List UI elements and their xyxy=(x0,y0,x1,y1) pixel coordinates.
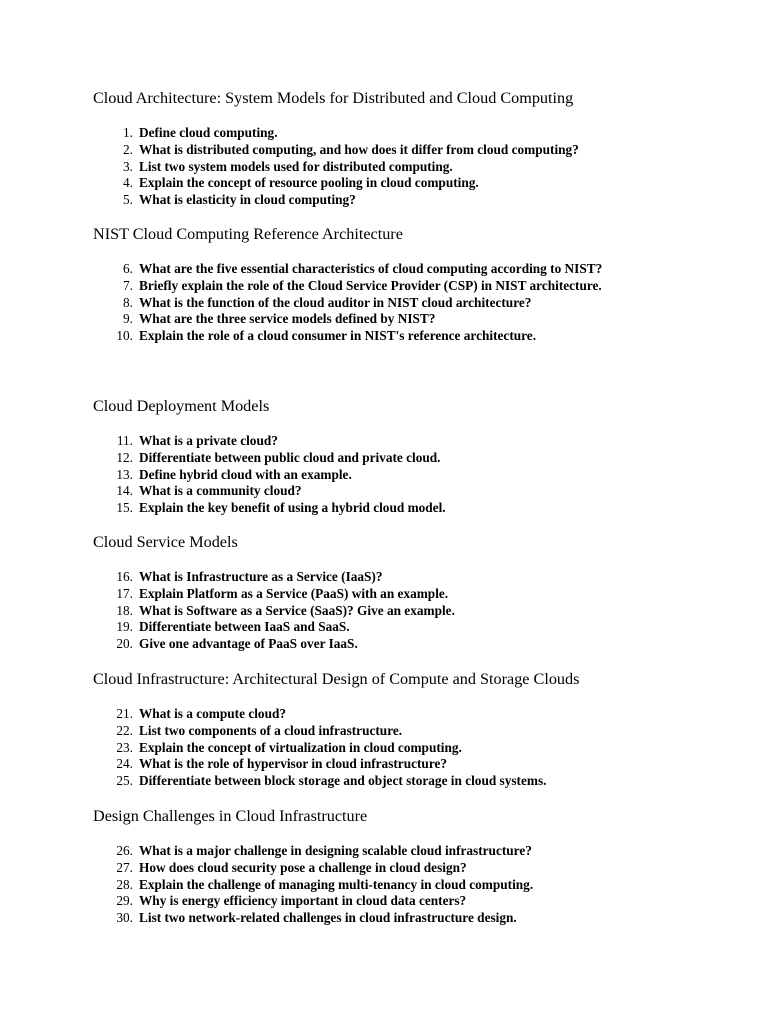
section-cloud-infrastructure xyxy=(93,669,713,790)
question-text: Differentiate between IaaS and SaaS. xyxy=(139,619,350,635)
question-text: Explain the role of a cloud consumer in NIST's reference architecture. xyxy=(139,328,537,344)
list-item xyxy=(93,159,713,176)
item-number: 25. xyxy=(116,773,133,789)
list-item xyxy=(93,756,713,773)
item-number: 22. xyxy=(116,722,133,738)
item-number: 8. xyxy=(123,294,133,310)
question-text: Give one advantage of PaaS over IaaS. xyxy=(139,636,358,652)
list-item xyxy=(93,843,713,860)
section-system-models xyxy=(93,88,713,209)
question-text: Explain the concept of virtualization in cloud computing. xyxy=(139,739,462,755)
section-heading: Cloud Deployment Models xyxy=(93,397,270,415)
item-number: 18. xyxy=(116,602,133,618)
item-number: 5. xyxy=(123,192,133,208)
list-item xyxy=(93,450,713,467)
item-number: 7. xyxy=(123,277,133,293)
list-item xyxy=(93,706,713,723)
list-item xyxy=(93,569,713,586)
item-number: 23. xyxy=(116,739,133,755)
item-number: 26. xyxy=(116,843,133,858)
question-text: Differentiate between block storage and object storage in cloud systems. xyxy=(139,773,547,789)
item-number: 9. xyxy=(123,311,133,327)
item-number: 30. xyxy=(116,910,133,926)
question-text: List two network-related challenges in cloud infrastructure design. xyxy=(139,910,517,926)
question-list xyxy=(93,706,713,790)
question-text: What is distributed computing, and how does it differ from cloud computing? xyxy=(139,141,579,157)
question-text: Differentiate between public cloud and private cloud. xyxy=(139,449,441,465)
item-number: 24. xyxy=(116,756,133,772)
list-item xyxy=(93,877,713,894)
section-heading: NIST Cloud Computing Reference Architecture xyxy=(93,225,403,243)
list-item xyxy=(93,619,713,636)
list-item xyxy=(93,740,713,757)
section-heading: Cloud Architecture: System Models for Distributed and Cloud Computing xyxy=(93,89,574,107)
question-text: What is elasticity in cloud computing? xyxy=(139,192,356,208)
list-item xyxy=(93,860,713,877)
list-item xyxy=(93,773,713,790)
question-text: Briefly explain the role of the Cloud Service Provider (CSP) in NIST architecture. xyxy=(139,277,602,293)
question-list xyxy=(93,125,713,209)
question-text: What are the five essential characteristics of cloud computing according to NIST? xyxy=(139,261,603,276)
item-number: 13. xyxy=(116,466,133,482)
list-item xyxy=(93,328,713,345)
item-number: 2. xyxy=(123,141,133,157)
list-item xyxy=(93,603,713,620)
item-number: 28. xyxy=(116,876,133,892)
item-number: 14. xyxy=(116,483,133,499)
list-item xyxy=(93,467,713,484)
list-item xyxy=(93,142,713,159)
question-text: List two components of a cloud infrastructure. xyxy=(139,722,403,738)
question-text: How does cloud security pose a challenge in cloud design? xyxy=(139,859,467,875)
list-item xyxy=(93,893,713,910)
question-text: What is a private cloud? xyxy=(139,433,278,448)
item-number: 10. xyxy=(116,328,133,344)
question-text: Explain Platform as a Service (PaaS) with an example. xyxy=(139,585,449,601)
list-item xyxy=(93,261,713,278)
list-item xyxy=(93,311,713,328)
question-list xyxy=(93,843,713,927)
item-number: 19. xyxy=(116,619,133,635)
item-number: 6. xyxy=(123,261,133,276)
section-heading: Cloud Infrastructure: Architectural Design of Compute and Storage Clouds xyxy=(93,670,580,688)
list-item xyxy=(93,586,713,603)
section-design-challenges xyxy=(93,806,713,927)
section-deployment-models xyxy=(93,396,713,517)
question-list xyxy=(93,261,713,345)
question-text: Why is energy efficiency important in cloud data centers? xyxy=(139,893,467,909)
section-heading: Cloud Service Models xyxy=(93,533,238,551)
item-number: 21. xyxy=(116,706,133,721)
list-item xyxy=(93,433,713,450)
question-text: What is a major challenge in designing scalable cloud infrastructure? xyxy=(139,843,532,858)
question-text: Explain the challenge of managing multi-tenancy in cloud computing. xyxy=(139,876,534,892)
section-service-models xyxy=(93,532,713,653)
question-text: What is a community cloud? xyxy=(139,483,302,499)
question-list xyxy=(93,433,713,517)
question-text: What is Infrastructure as a Service (IaaS)? xyxy=(139,569,383,584)
question-text: What is Software as a Service (SaaS)? Give an example. xyxy=(139,602,455,618)
item-number: 17. xyxy=(116,585,133,601)
item-number: 29. xyxy=(116,893,133,909)
item-number: 1. xyxy=(123,125,133,140)
item-number: 3. xyxy=(123,158,133,174)
question-text: List two system models used for distributed computing. xyxy=(139,158,453,174)
section-heading: Design Challenges in Cloud Infrastructure xyxy=(93,807,368,825)
question-text: What is a compute cloud? xyxy=(139,706,287,721)
question-text: What is the role of hypervisor in cloud infrastructure? xyxy=(139,756,448,772)
list-item xyxy=(93,910,713,927)
question-text: Explain the key benefit of using a hybrid cloud model. xyxy=(139,500,446,516)
list-item xyxy=(93,483,713,500)
question-text: What are the three service models defined by NIST? xyxy=(139,311,436,327)
list-item xyxy=(93,723,713,740)
list-item xyxy=(93,192,713,209)
item-number: 12. xyxy=(116,449,133,465)
list-item xyxy=(93,278,713,295)
list-item xyxy=(93,125,713,142)
list-item xyxy=(93,175,713,192)
question-text: Define cloud computing. xyxy=(139,125,278,140)
item-number: 20. xyxy=(116,636,133,652)
item-number: 11. xyxy=(116,433,133,448)
question-text: Explain the concept of resource pooling in cloud computing. xyxy=(139,175,479,191)
question-text: What is the function of the cloud auditor in NIST cloud architecture? xyxy=(139,294,532,310)
list-item xyxy=(93,295,713,312)
item-number: 15. xyxy=(116,500,133,516)
item-number: 27. xyxy=(116,859,133,875)
list-item xyxy=(93,636,713,653)
list-item xyxy=(93,500,713,517)
question-text: Define hybrid cloud with an example. xyxy=(139,466,352,482)
item-number: 4. xyxy=(123,175,133,191)
question-list xyxy=(93,569,713,653)
item-number: 16. xyxy=(116,569,133,584)
section-nist-architecture xyxy=(93,224,713,345)
